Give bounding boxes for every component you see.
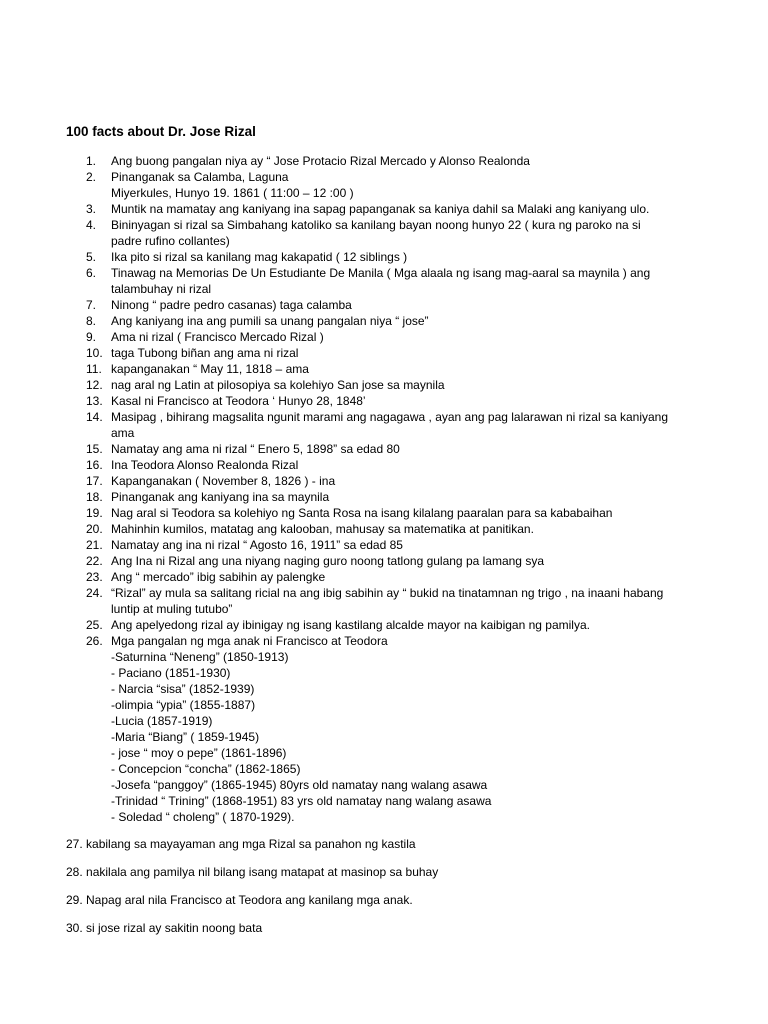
list-item-text: Ang kaniyang ina ang pumili sa unang pangalan niya “ jose” (111, 314, 429, 328)
list-item-number: 5. (86, 250, 97, 264)
list-item-number: 1. (86, 154, 97, 168)
list-item (66, 633, 706, 825)
list-item (66, 505, 706, 521)
list-item-text: -Josefa “panggoy” (1865-1945) 80yrs old namatay nang walang asawa (111, 778, 488, 792)
list-item-text: -Maria “Biang” ( 1859-1945) (111, 730, 260, 744)
list-item (66, 169, 706, 201)
list-item (66, 473, 706, 489)
list-item-text: taga Tubong biñan ang ama ni rizal (111, 346, 299, 360)
list-item-number: 26. (86, 634, 103, 648)
list-item-text: - Concepcion “concha” (1862-1865) (111, 762, 301, 776)
list-item-text: - Narcia “sisa” (1852-1939) (111, 682, 255, 696)
list-item (66, 345, 706, 361)
list-item (66, 441, 706, 457)
list-item: 28. nakilala ang pamilya nil bilang isang matapat at masinop sa buhay (66, 865, 439, 879)
list-item: 29. Napag aral nila Francisco at Teodora ang kanilang mga anak. (66, 893, 413, 907)
list-item (66, 201, 706, 217)
list-item (66, 265, 706, 297)
list-item-number: 2. (86, 170, 97, 184)
list-item-text: Namatay ang ina ni rizal “ Agosto 16, 1911” sa edad 85 (111, 538, 403, 552)
list-item-text: Masipag , bihirang magsalita ngunit marami ang nagagawa , ayan ang pag lalarawan ni rizal sa kaniyang (111, 410, 669, 424)
list-item-text: Namatay ang ama ni rizal “ Enero 5, 1898” sa edad 80 (111, 442, 400, 456)
list-item-text: Ninong “ padre pedro casanas) taga calamba (111, 298, 352, 312)
list-item-text: Pinanganak ang kaniyang ina sa maynila (111, 490, 330, 504)
list-item (66, 537, 706, 553)
list-item: 30. si jose rizal ay sakitin noong bata (66, 921, 263, 935)
list-item-text: Miyerkules, Hunyo 19. 1861 ( 11:00 – 12 :00 ) (111, 186, 354, 200)
list-item (66, 249, 706, 265)
list-item-text: “Rizal” ay mula sa salitang ricial na ang ibig sabihin ay “ bukid na tinatamnan ng trigo , na inaani habang (111, 586, 664, 600)
list-item-number: 19. (86, 506, 103, 520)
list-item-number: 17. (86, 474, 103, 488)
list-item (66, 569, 706, 585)
list-item-number: 11. (86, 362, 102, 376)
list-item-number: 18. (86, 490, 103, 504)
list-item: 27. kabilang sa mayayaman ang mga Rizal sa panahon ng kastila (66, 837, 416, 851)
list-item-text: Ang buong pangalan niya ay “ Jose Protacio Rizal Mercado y Alonso Realonda (111, 154, 530, 168)
list-item-number: 25. (86, 618, 103, 632)
list-item-text: Ama ni rizal ( Francisco Mercado Rizal ) (111, 330, 324, 344)
list-item (66, 217, 706, 249)
list-item-text: -olimpia “ypia” (1855-1887) (111, 698, 256, 712)
list-item-number: 4. (86, 218, 97, 232)
list-item-number: 15. (86, 442, 103, 456)
list-item (66, 361, 706, 377)
list-item (66, 393, 706, 409)
list-item-text: Ina Teodora Alonso Realonda Rizal (111, 458, 299, 472)
list-item-text: Kapanganakan ( November 8, 1826 ) - ina (111, 474, 336, 488)
list-item (66, 297, 706, 313)
list-item (66, 377, 706, 393)
list-item-number: 10. (86, 346, 103, 360)
list-item-number: 14. (86, 410, 103, 424)
list-item-number: 23. (86, 570, 103, 584)
list-item (66, 329, 706, 345)
list-item-text: kapanganakan “ May 11, 1818 – ama (111, 362, 309, 376)
list-item (66, 553, 706, 569)
list-item-number: 3. (86, 202, 97, 216)
list-item-number: 13. (86, 394, 103, 408)
list-item-text: Ang “ mercado” ibig sabihin ay palengke (111, 570, 326, 584)
list-item (66, 409, 706, 441)
list-item-text: - jose “ moy o pepe” (1861-1896) (111, 746, 287, 760)
list-item-text: -Lucia (1857-1919) (111, 714, 213, 728)
list-item (66, 313, 706, 329)
list-item-text: Mga pangalan ng mga anak ni Francisco at Teodora (111, 634, 388, 648)
list-item-text: Ika pito si rizal sa kanilang mag kakapatid ( 12 siblings ) (111, 250, 408, 264)
list-item (66, 489, 706, 505)
list-item-text: Ang Ina ni Rizal ang una niyang naging guro noong tatlong gulang pa lamang sya (111, 554, 544, 568)
list-item-text: nag aral ng Latin at pilosopiya sa kolehiyo San jose sa maynila (111, 378, 445, 392)
list-item-number: 20. (86, 522, 103, 536)
list-item-text: talambuhay ni rizal (111, 282, 212, 296)
list-item-number: 6. (86, 266, 97, 280)
list-item-text: Bininyagan si rizal sa Simbahang katoliko sa kanilang bayan noong hunyo 22 ( kura ng paroko na si (111, 218, 641, 232)
list-item-text: Nag aral si Teodora sa kolehiyo ng Santa Rosa na isang kilalang paaralan para sa kababaihan (111, 506, 613, 520)
list-item-text: - Soledad “ choleng” ( 1870-1929). (111, 810, 295, 824)
list-item-text: Ang apelyedong rizal ay ibinigay ng isang kastilang alcalde mayor na kaibigan ng pamilya. (111, 618, 590, 632)
list-item-number: 16. (86, 458, 103, 472)
list-item-text: luntip at muling tutubo” (111, 602, 233, 616)
list-item-text: Kasal ni Francisco at Teodora ‘ Hunyo 28, 1848’ (111, 394, 366, 408)
list-item-text: ama (111, 426, 135, 440)
list-item-number: 8. (86, 314, 97, 328)
list-item-text: -Saturnina “Neneng” (1850-1913) (111, 650, 289, 664)
list-item-number: 21. (86, 538, 103, 552)
list-item-number: 12. (86, 378, 103, 392)
list-item (66, 585, 706, 617)
facts-list (66, 153, 706, 825)
list-item-text: Pinanganak sa Calamba, Laguna (111, 170, 289, 184)
list-item-number: 7. (86, 298, 97, 312)
list-item-text: - Paciano (1851-1930) (111, 666, 231, 680)
list-item (66, 153, 706, 169)
list-item-text: Tinawag na Memorias De Un Estudiante De Manila ( Mga alaala ng isang mag-aaral sa maynila ) ang (111, 266, 651, 280)
list-item-number: 9. (86, 330, 97, 344)
list-item (66, 457, 706, 473)
list-item-text: -Trinidad “ Trining” (1868-1951) 83 yrs old namatay nang walang asawa (111, 794, 492, 808)
list-item-number: 24. (86, 586, 103, 600)
list-item-number: 22. (86, 554, 103, 568)
list-item-text: Mahinhin kumilos, matatag ang kalooban, mahusay sa matematika at panitikan. (111, 522, 534, 536)
list-item-text: Muntik na mamatay ang kaniyang ina sapag papanganak sa kaniya dahil sa Malaki ang kaniyang ulo. (111, 202, 650, 216)
list-item-text: padre rufino collantes) (111, 234, 230, 248)
list-item (66, 521, 706, 537)
facts-list-continued (66, 836, 706, 948)
document-title: 100 facts about Dr. Jose Rizal (66, 124, 256, 139)
list-item (66, 617, 706, 633)
